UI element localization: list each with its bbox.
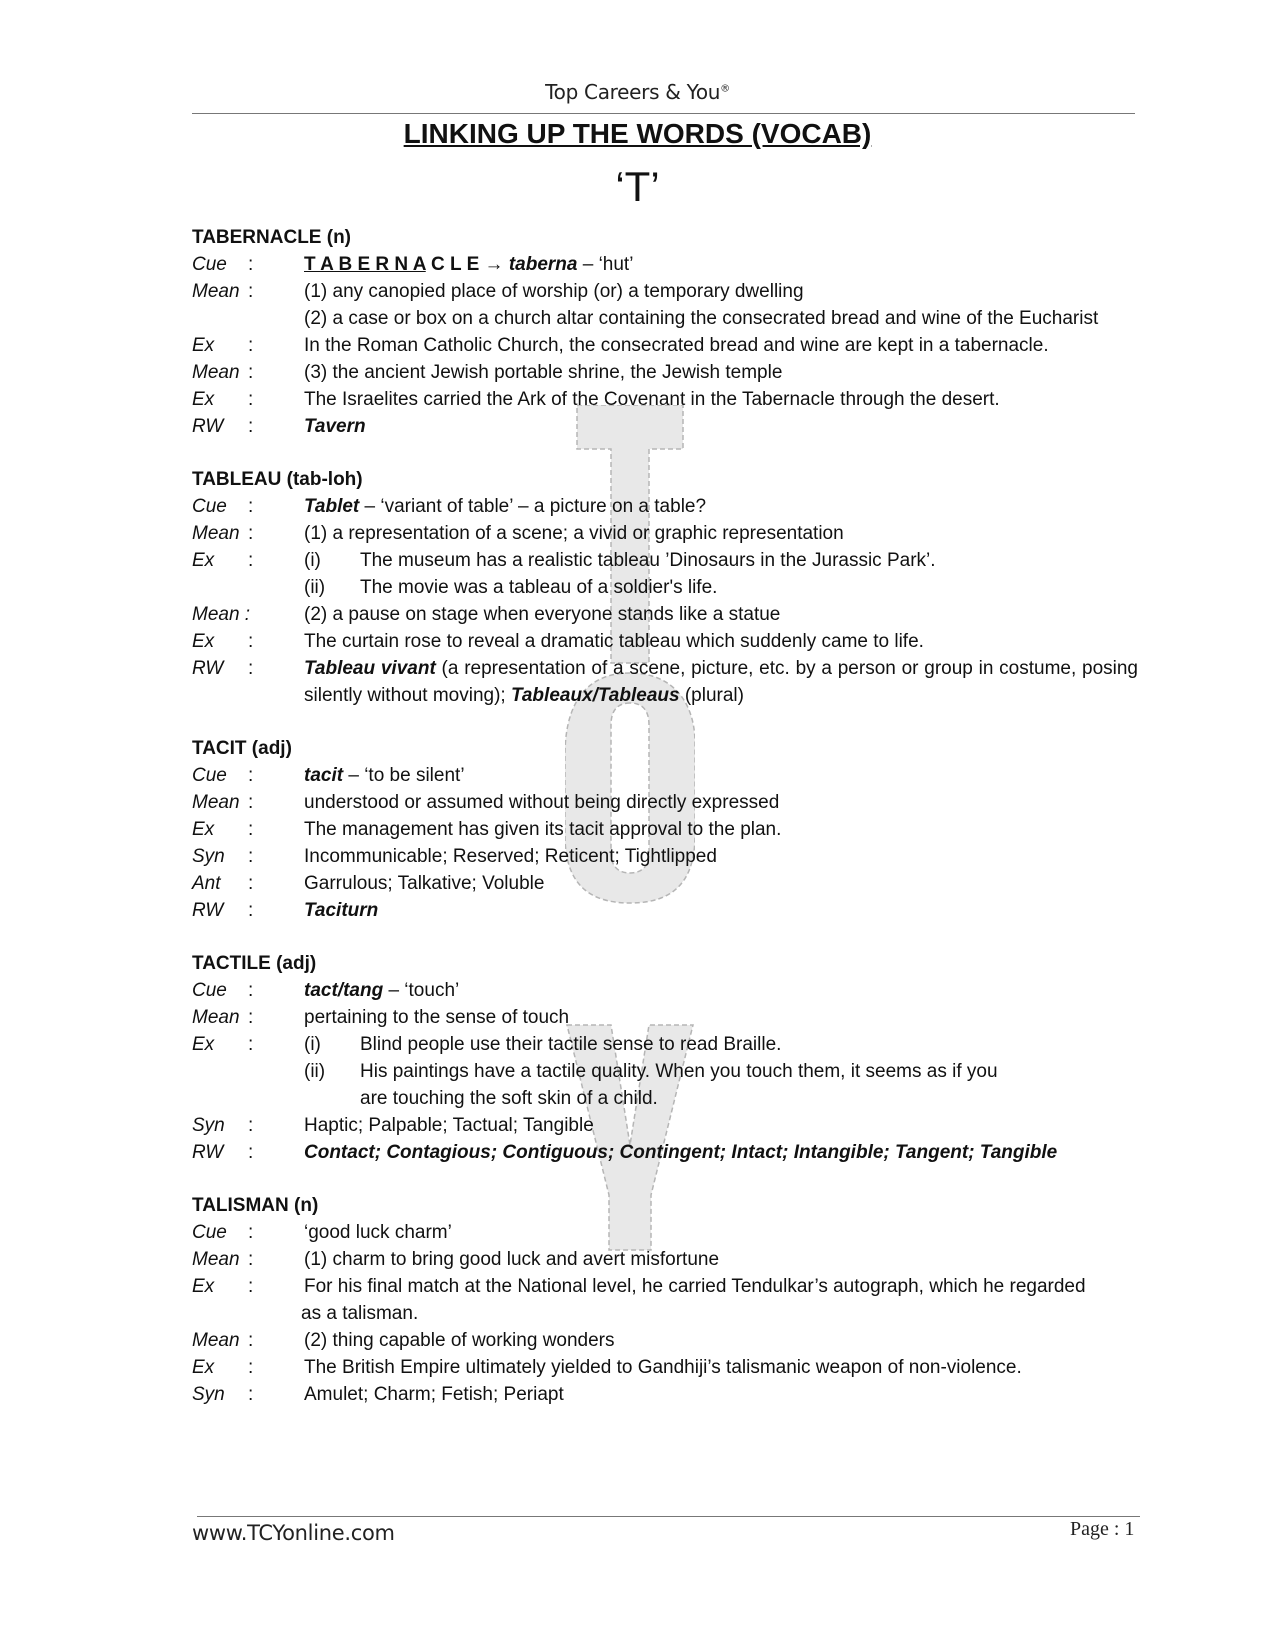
related-words-row: RW : Tableau vivant (a representation of a scene, picture, etc. by a person or group in costume, posing silently without moving); Tableaux/Tableaus (plural): [192, 658, 1138, 706]
meaning-row: Mean : (1) a representation of a scene; a vivid or graphic representation: [192, 520, 1138, 547]
entry-tactile: [192, 950, 1138, 1166]
row-label: Ex: [192, 1034, 215, 1055]
cue-row: Cue : tacit – ‘to be silent’: [192, 765, 465, 786]
related-words-row: RW : Taciturn: [192, 897, 1138, 924]
meaning-text: (1) a representation of a scene; a vivid or graphic representation: [304, 523, 844, 544]
row-label: Mean: [192, 281, 240, 302]
cue-root: taberna: [508, 254, 578, 275]
header-rule: [192, 113, 1135, 114]
entry-talisman: [192, 1192, 1138, 1408]
synonyms-text: Incommunicable; Reserved; Reticent; Tightlipped: [304, 846, 717, 867]
meaning-text: understood or assumed without being directly expressed: [304, 792, 780, 813]
cue-gloss: – ‘to be silent’: [343, 765, 465, 786]
related-words-text: (plural): [679, 685, 744, 706]
row-label: RW: [192, 658, 224, 679]
cue-row: Cue : ‘good luck charm’: [192, 1219, 1138, 1246]
example-text: The British Empire ultimately yielded to Gandhiji’s talismanic weapon of non-violence.: [304, 1357, 1022, 1378]
row-label: Cue: [192, 1222, 227, 1243]
item-number: (i): [304, 1034, 321, 1055]
example-row: Ex : (i) The museum has a realistic tableau ’Dinosaurs in the Jurassic Park’. (ii) The movie was a tableau of a soldier's life.: [192, 547, 1138, 601]
meaning-row: [192, 601, 1138, 628]
related-words-text: (a representation of a scene, picture, etc. by a person or group in costume, posing silently without moving);: [304, 658, 1138, 706]
headword: TACIT (adj): [192, 738, 292, 759]
headword: TABLEAU (tab-loh): [192, 469, 363, 490]
item-number: (i): [304, 550, 321, 571]
row-label: Syn: [192, 846, 225, 867]
row-label: Cue: [192, 765, 227, 786]
page-title: LINKING UP THE WORDS (VOCAB): [403, 118, 872, 149]
example-text: The management has given its tacit approval to the plan.: [304, 819, 782, 840]
row-label: Mean :: [192, 604, 251, 625]
row-label: Ant: [192, 873, 221, 894]
cue-gloss: – ‘variant of table’ – a picture on a table?: [359, 496, 707, 517]
cue-gloss: – ‘touch’: [383, 980, 460, 1001]
example-text: His paintings have a tactile quality. When you touch them, it seems as if you are touching the soft skin of a child.: [360, 1061, 998, 1109]
example-text: The Israelites carried the Ark of the Covenant in the Tabernacle through the desert.: [304, 389, 1000, 410]
example-text: The movie was a tableau of a soldier's life.: [360, 577, 718, 598]
meaning-text: (2) thing capable of working wonders: [304, 1330, 615, 1351]
row-label: Mean: [192, 1007, 240, 1028]
cue-row: Cue : T A B E R N A C L E → taberna – ‘hut’: [192, 254, 634, 275]
page-number: Page : 1: [1070, 1518, 1135, 1540]
brand-header: [0, 80, 1275, 104]
row-label: RW: [192, 416, 224, 437]
example-row: Ex : For his final match at the National level, he carried Tendulkar’s autograph, which he regarded: [192, 1273, 1138, 1300]
example-row: Ex : The curtain rose to reveal a dramatic tableau which suddenly came to life.: [192, 628, 1138, 655]
row-label: Cue: [192, 496, 227, 517]
row-label: Ex: [192, 1276, 215, 1297]
meaning-row: Mean : (2) thing capable of working wonders: [192, 1327, 1138, 1354]
row-label: Syn: [192, 1115, 225, 1136]
synonyms-row: Syn : Incommunicable; Reserved; Reticent; Tightlipped: [192, 843, 1138, 870]
example-text: The museum has a realistic tableau ’Dinosaurs in the Jurassic Park’.: [360, 550, 936, 571]
example-text: Blind people use their tactile sense to read Braille.: [360, 1034, 782, 1055]
footer-rule: [197, 1516, 1140, 1517]
row-label: Mean: [192, 1330, 240, 1351]
headword: TALISMAN (n): [192, 1195, 319, 1216]
row-label: Ex: [192, 550, 215, 571]
brand-name: Top Careers & You: [545, 80, 721, 104]
cue-row: Cue : tact/tang – ‘touch’: [192, 980, 460, 1001]
item-number: (ii): [304, 577, 326, 598]
example-text: For his final match at the National level, he carried Tendulkar’s autograph, which he regarded: [304, 1276, 1086, 1297]
row-label: RW: [192, 1142, 224, 1163]
row-label: RW: [192, 900, 224, 921]
row-label: Ex: [192, 335, 215, 356]
vocab-content: [192, 224, 1138, 1434]
meaning-row: Mean : (1) charm to bring good luck and avert misfortune: [192, 1246, 1138, 1273]
cue-underlined: T A B E R N A: [304, 254, 426, 275]
row-label: Ex: [192, 819, 215, 840]
entry-tableau: [192, 466, 1138, 709]
meaning-row: Mean : pertaining to the sense of touch: [192, 1004, 1138, 1031]
example-item: [304, 574, 1138, 601]
related-words-text: Contact; Contagious; Contiguous; Contingent; Intact; Intangible; Tangent; Tangible: [304, 1142, 1058, 1163]
row-label: Mean: [192, 362, 240, 383]
row-label: Ex: [192, 631, 215, 652]
example-text: as a talisman.: [301, 1303, 419, 1324]
example-item: [304, 1031, 1138, 1058]
related-words-row: RW : Tavern: [192, 413, 1138, 440]
example-row: Ex : The British Empire ultimately yielded to Gandhiji’s talismanic weapon of non-violence.: [192, 1354, 1138, 1381]
row-label: Mean: [192, 523, 240, 544]
cue-root: Tablet: [304, 496, 360, 517]
related-words-row: RW : Contact; Contagious; Contiguous; Contingent; Intact; Intangible; Tangent; Tangible: [192, 1139, 1138, 1166]
synonyms-row: Syn : Amulet; Charm; Fetish; Periapt: [192, 1381, 1138, 1408]
cue-root: tacit: [304, 765, 344, 786]
synonyms-text: Amulet; Charm; Fetish; Periapt: [304, 1384, 564, 1405]
meaning-text: pertaining to the sense of touch: [304, 1007, 570, 1028]
example-continuation-row: [192, 1300, 1138, 1327]
example-text: The curtain rose to reveal a dramatic tableau which suddenly came to life.: [304, 631, 924, 652]
example-text: In the Roman Catholic Church, the consecrated bread and wine are kept in a tabernacle.: [304, 335, 1049, 356]
row-label: Syn: [192, 1384, 225, 1405]
registered-mark: ®: [720, 83, 730, 95]
example-item: [304, 1058, 1138, 1112]
headword: TABERNACLE (n): [192, 227, 352, 248]
related-term: Tableau vivant: [304, 658, 436, 679]
meaning-row: Mean : (3) the ancient Jewish portable shrine, the Jewish temple: [192, 359, 1138, 386]
example-item: [304, 547, 1138, 574]
section-letter: ‘T’: [615, 163, 660, 210]
meaning-row: Mean : (1) any canopied place of worship (or) a temporary dwelling: [192, 278, 1138, 305]
cue-text: ‘good luck charm’: [304, 1222, 452, 1243]
related-words-text: Taciturn: [304, 900, 379, 921]
row-label: Mean: [192, 792, 240, 813]
related-words-text: Tavern: [304, 416, 366, 437]
entry-tacit: [192, 735, 1138, 924]
cue-gloss: – ‘hut’: [577, 254, 634, 275]
meaning-text: (2) a case or box on a church altar containing the consecrated bread and wine of the Eucharist: [304, 308, 1099, 329]
example-row: Ex : The Israelites carried the Ark of the Covenant in the Tabernacle through the desert.: [192, 386, 1138, 413]
synonyms-text: Haptic; Palpable; Tactual; Tangible: [304, 1115, 594, 1136]
row-label: Ex: [192, 389, 215, 410]
row-label: Cue: [192, 980, 227, 1001]
synonyms-row: Syn : Haptic; Palpable; Tactual; Tangible: [192, 1112, 1138, 1139]
antonyms-text: Garrulous; Talkative; Voluble: [304, 873, 545, 894]
row-label: Ex: [192, 1357, 215, 1378]
meaning-row: [192, 305, 1138, 332]
footer-website-link[interactable]: www.TCYonline.com: [192, 1521, 395, 1545]
example-row: Ex : (i) Blind people use their tactile sense to read Braille. (ii) His paintings have a tactile quality. When you touch them, it seems as if you are touching the soft skin of a child.: [192, 1031, 1138, 1112]
arrow-icon: →: [479, 254, 509, 275]
item-number: (ii): [304, 1061, 326, 1082]
example-row: Ex : In the Roman Catholic Church, the consecrated bread and wine are kept in a tabernacle.: [192, 332, 1138, 359]
row-label: Mean: [192, 1249, 240, 1270]
related-term: Tableaux/Tableaus: [510, 685, 680, 706]
headword: TACTILE (adj): [192, 953, 317, 974]
row-label: Cue: [192, 254, 227, 275]
cue-root: tact/tang: [304, 980, 384, 1001]
antonyms-row: Ant : Garrulous; Talkative; Voluble: [192, 870, 1138, 897]
meaning-text: (3) the ancient Jewish portable shrine, the Jewish temple: [304, 362, 783, 383]
cue-row: Cue : Tablet – ‘variant of table’ – a picture on a table?: [192, 496, 707, 517]
meaning-text: (1) charm to bring good luck and avert misfortune: [304, 1249, 720, 1270]
meaning-row: Mean : understood or assumed without being directly expressed: [192, 789, 1138, 816]
meaning-text: (1) any canopied place of worship (or) a temporary dwelling: [304, 281, 804, 302]
meaning-text: (2) a pause on stage when everyone stands like a statue: [304, 604, 781, 625]
cue-rest: C L E: [425, 254, 480, 275]
example-row: Ex : The management has given its tacit approval to the plan.: [192, 816, 1138, 843]
entry-tabernacle: [192, 224, 1138, 440]
